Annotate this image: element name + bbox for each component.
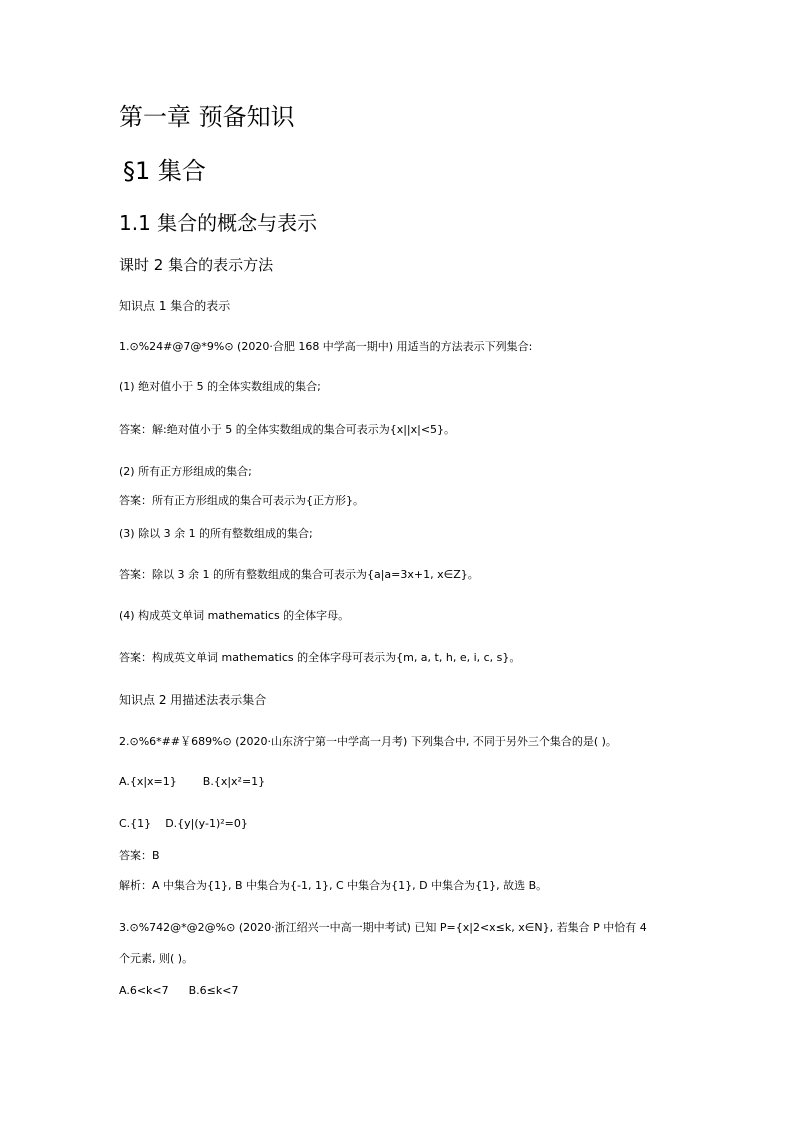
chapter-title: 第一章 预备知识	[119, 103, 295, 131]
knowledge-point-1-heading: 知识点 1 集合的表示	[119, 299, 231, 313]
question-3-stem-line-2: 个元素, 则( )。	[119, 952, 194, 965]
question-1-part-1: (1) 绝对值小于 5 的全体实数组成的集合;	[119, 380, 321, 393]
question-1-part-2: (2) 所有正方形组成的集合;	[119, 465, 252, 478]
question-1-stem: 1.⊙%24#@7@*9%⊙ (2020·合肥 168 中学高一期中) 用适当的方法表示下列集合:	[119, 340, 533, 353]
question-2-options-row-1	[119, 775, 265, 789]
question-3-option-b: B.6≤k<7	[188, 984, 239, 997]
question-2-option-a: A.{x|x=1}	[119, 775, 177, 788]
question-2-option-d: D.{y|(y-1)²=0}	[165, 817, 248, 830]
question-1-part-4: (4) 构成英文单词 mathematics 的全体字母。	[119, 609, 350, 622]
question-2-option-c: C.{1}	[119, 817, 152, 830]
section-title: §1 集合	[123, 157, 206, 185]
question-3-stem-line-1: 3.⊙%742@*@2@%⊙ (2020·浙江绍兴一中高一期中考试) 已知 P={x|2<x≤k, x∈N}, 若集合 P 中恰有 4	[119, 921, 647, 934]
question-1-answer-1: 答案：解:绝对值小于 5 的全体实数组成的集合可表示为{x||x|<5}。	[119, 423, 456, 436]
lesson-title: 课时 2 集合的表示方法	[119, 256, 274, 274]
question-1-answer-3: 答案：除以 3 余 1 的所有整数组成的集合可表示为{a|a=3x+1, x∈Z}。	[119, 568, 479, 581]
question-1-part-3: (3) 除以 3 余 1 的所有整数组成的集合;	[119, 527, 313, 540]
question-2-analysis: 解析：A 中集合为{1}, B 中集合为{-1, 1}, C 中集合为{1}, D 中集合为{1}, 故选 B。	[119, 879, 548, 892]
question-2-option-b: B.{x|x²=1}	[202, 775, 266, 788]
question-3-option-a: A.6<k<7	[119, 984, 169, 997]
question-2-answer: 答案：B	[119, 849, 160, 862]
knowledge-point-2-heading: 知识点 2 用描述法表示集合	[119, 693, 267, 707]
question-1-answer-2: 答案：所有正方形组成的集合可表示为{正方形}。	[119, 494, 364, 507]
question-3-options-row-1	[119, 984, 238, 998]
question-2-options-row-2	[119, 817, 248, 831]
subsection-title: 1.1 集合的概念与表示	[119, 211, 318, 235]
question-1-answer-4: 答案：构成英文单词 mathematics 的全体字母可表示为{m, a, t, h, e, i, c, s}。	[119, 651, 521, 664]
question-2-stem: 2.⊙%6*##￥689%⊙ (2020·山东济宁第一中学高一月考) 下列集合中, 不同于另外三个集合的是( )。	[119, 735, 617, 748]
